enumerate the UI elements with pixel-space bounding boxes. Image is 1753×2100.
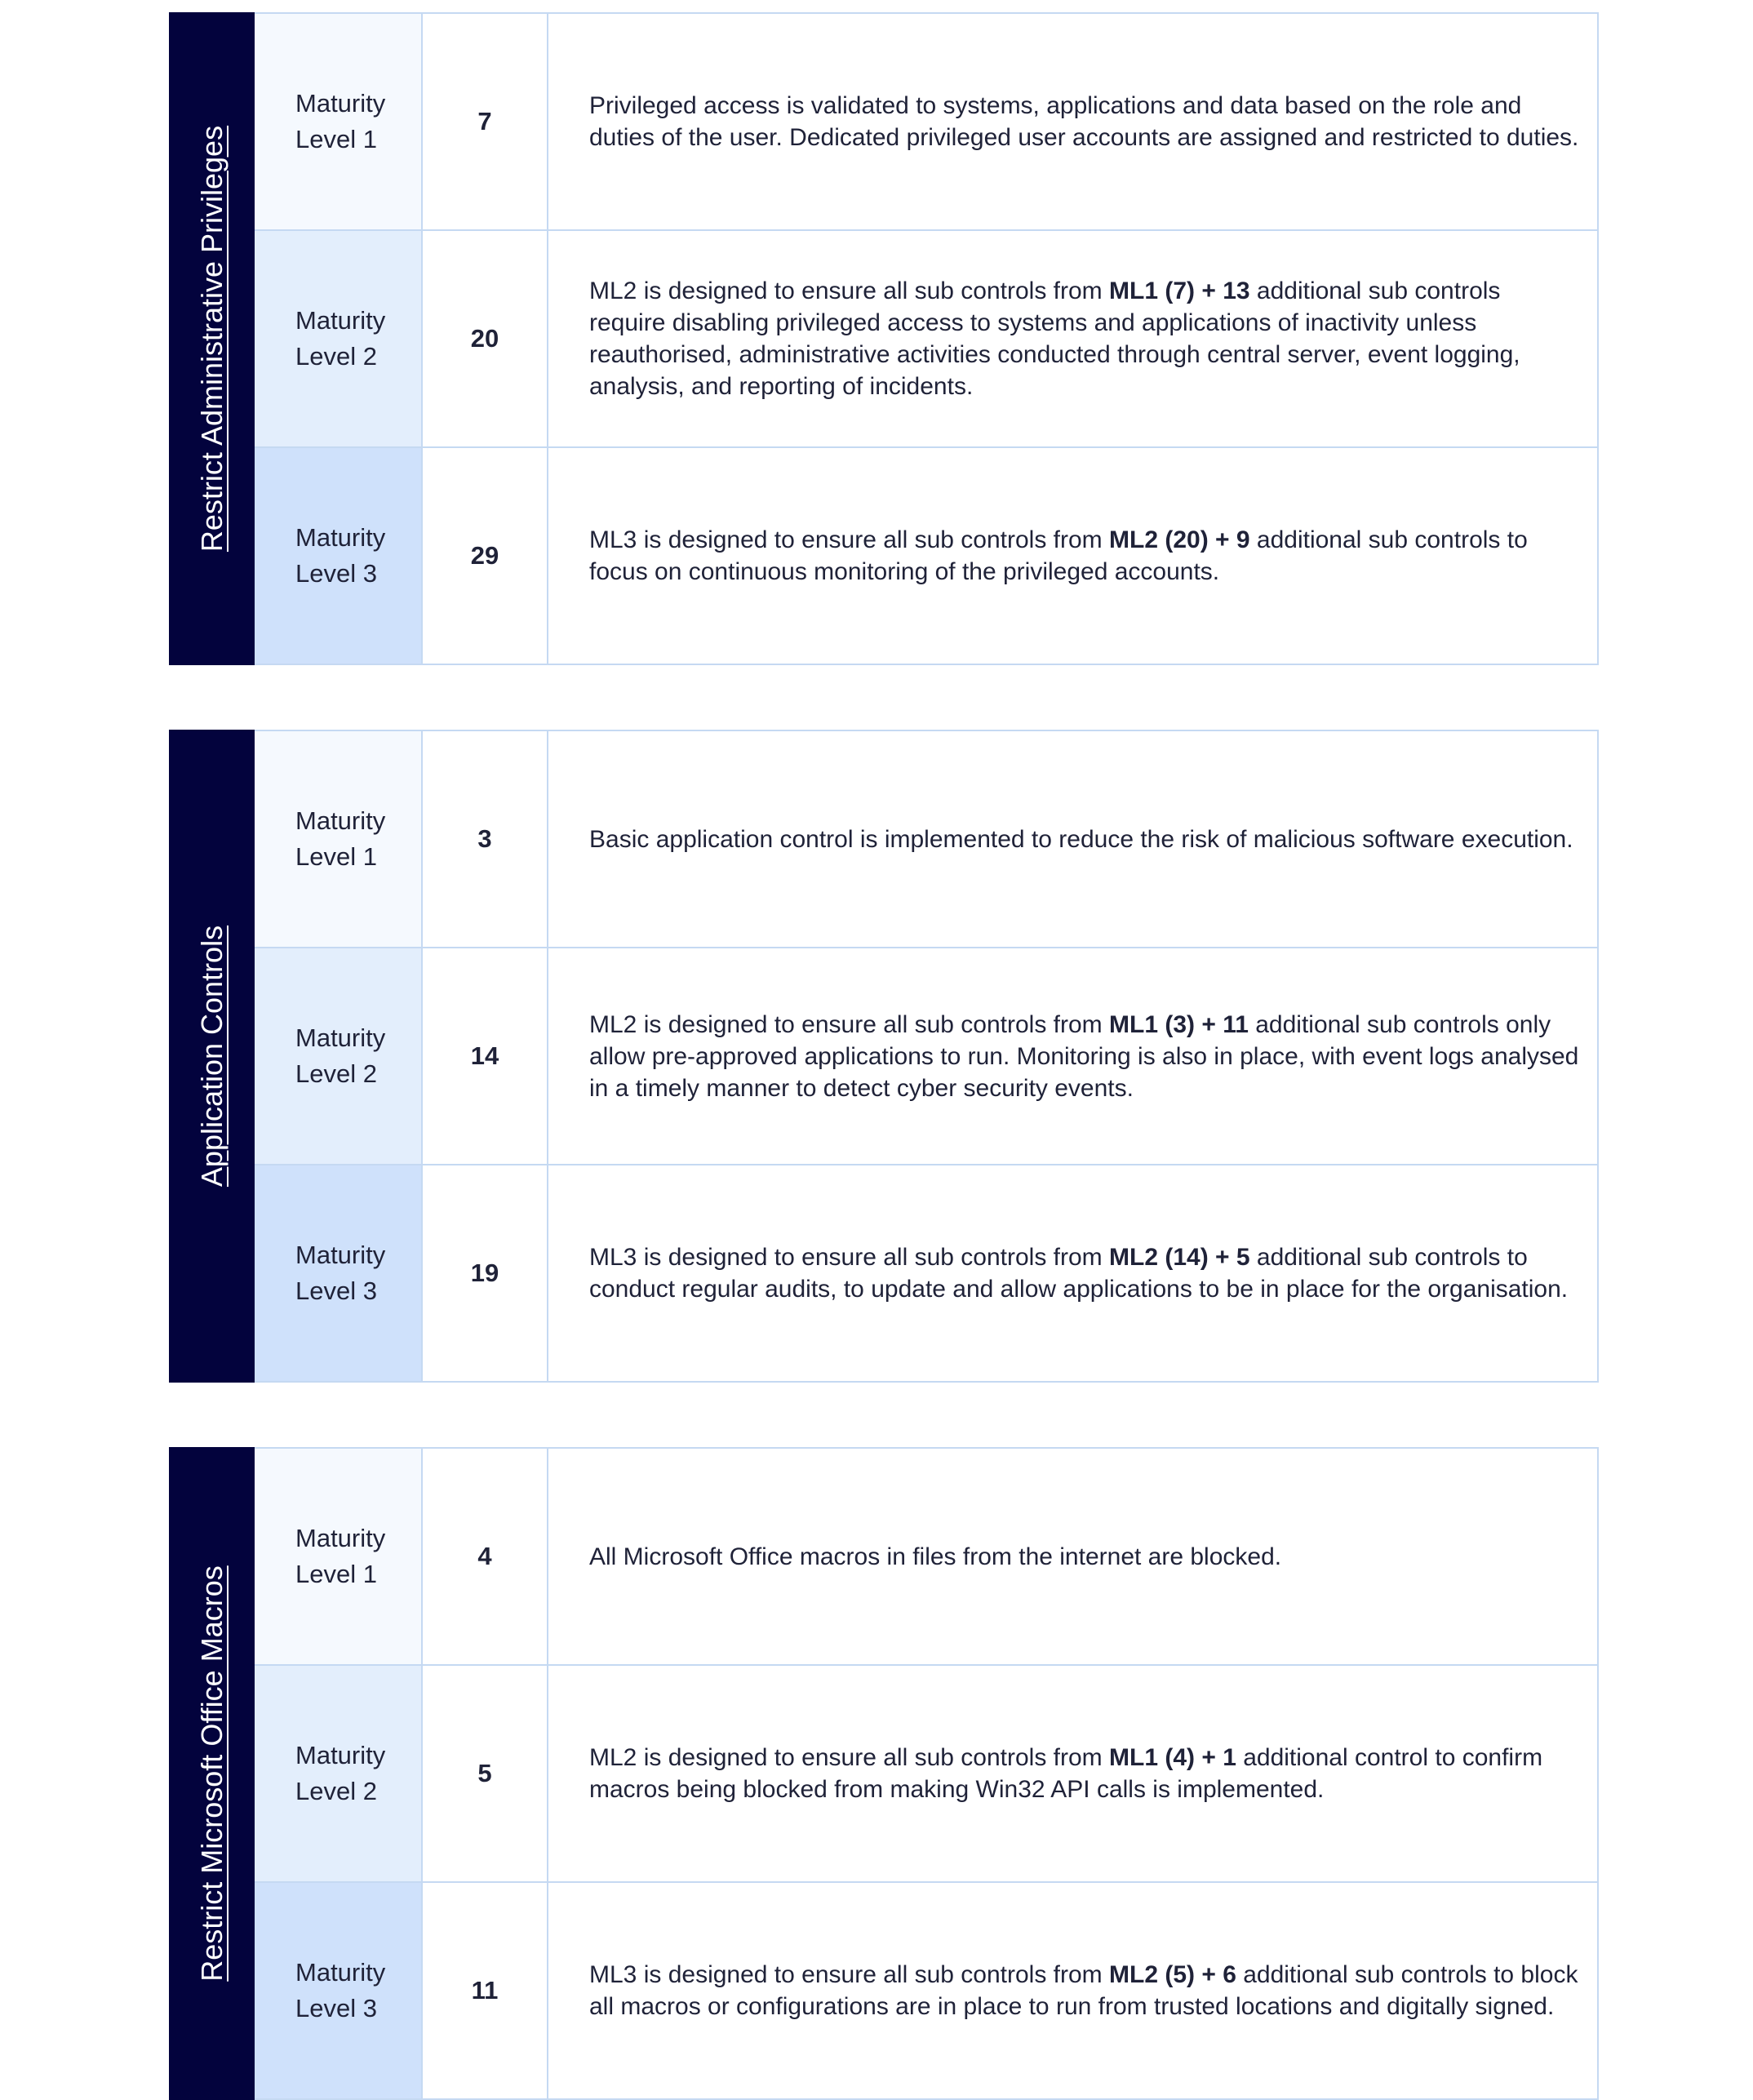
description-cell bbox=[548, 1666, 1597, 1881]
control-count: 3 bbox=[423, 731, 548, 947]
description-post: additional sub controls require disabling privileged access to systems and applications of inactivity unless reauthorised, administrative activities conducted through central server, event logging, analysis, and reporting of incidents. bbox=[589, 277, 1520, 400]
section-table bbox=[255, 1447, 1599, 2100]
description-pre: ML3 is designed to ensure all sub controls from bbox=[589, 1961, 1109, 1988]
description-pre: ML2 is designed to ensure all sub controls from bbox=[589, 277, 1109, 304]
description-bold: ML1 (3) + 11 bbox=[1109, 1010, 1249, 1038]
description-pre: ML2 is designed to ensure all sub controls from bbox=[589, 1744, 1109, 1771]
table-row bbox=[255, 231, 1597, 448]
description-cell bbox=[548, 1165, 1597, 1381]
control-count: 5 bbox=[423, 1666, 548, 1881]
section-application-controls bbox=[169, 730, 1599, 1383]
description-bold: ML2 (14) + 5 bbox=[1109, 1244, 1250, 1271]
description-text bbox=[589, 90, 1581, 153]
table-row bbox=[255, 448, 1597, 664]
section-side-bar bbox=[169, 730, 255, 1383]
section-title: Restrict Administrative Privileges bbox=[194, 125, 229, 553]
maturity-level-label: Maturity Level 1 bbox=[295, 89, 386, 153]
description-post: additional sub controls to block all macros or configurations are in place to run from trusted locations and digitally signed. bbox=[589, 1961, 1578, 2020]
section-title: Application Controls bbox=[194, 925, 229, 1188]
maturity-level-cell bbox=[255, 1883, 423, 2098]
control-count: 14 bbox=[423, 948, 548, 1164]
table-row bbox=[255, 1883, 1597, 2098]
description-bold: ML2 (5) + 6 bbox=[1109, 1961, 1236, 1988]
description-pre: Privileged access is validated to systems, applications and data based on the role and duties of the user. Dedicated privileged user accounts are assigned and restricted to duties. bbox=[589, 92, 1579, 151]
section-table bbox=[255, 12, 1599, 665]
control-count: 4 bbox=[423, 1449, 548, 1664]
table-row bbox=[255, 1165, 1597, 1381]
maturity-level-label: Maturity Level 2 bbox=[295, 1741, 386, 1805]
description-text bbox=[589, 1241, 1581, 1305]
description-text bbox=[589, 275, 1581, 402]
description-pre: Basic application control is implemented to reduce the risk of malicious software execution. bbox=[589, 825, 1573, 853]
maturity-level-cell bbox=[255, 1666, 423, 1881]
maturity-level-label: Maturity Level 2 bbox=[295, 1023, 386, 1088]
maturity-level-label: Maturity Level 1 bbox=[295, 1524, 386, 1588]
maturity-level-label: Maturity Level 3 bbox=[295, 1241, 386, 1305]
description-bold: ML1 (7) + 13 bbox=[1109, 277, 1250, 304]
description-text bbox=[589, 1742, 1581, 1805]
description-bold: ML2 (20) + 9 bbox=[1109, 526, 1250, 553]
description-pre: ML3 is designed to ensure all sub controls from bbox=[589, 1244, 1109, 1271]
description-text bbox=[589, 524, 1581, 588]
description-post: additional sub controls to conduct regular audits, to update and allow applications to be in place for the organisation. bbox=[589, 1244, 1569, 1303]
table-row bbox=[255, 14, 1597, 231]
control-count: 7 bbox=[423, 14, 548, 229]
maturity-level-cell bbox=[255, 448, 423, 664]
control-count: 11 bbox=[423, 1883, 548, 2098]
maturity-level-cell bbox=[255, 731, 423, 947]
maturity-level-cell bbox=[255, 14, 423, 229]
description-text bbox=[589, 1541, 1281, 1573]
maturity-level-label: Maturity Level 3 bbox=[295, 523, 386, 588]
description-pre: All Microsoft Office macros in files from the internet are blocked. bbox=[589, 1543, 1282, 1570]
maturity-level-label: Maturity Level 3 bbox=[295, 1958, 386, 2022]
section-side-bar bbox=[169, 1447, 255, 2100]
maturity-level-cell bbox=[255, 1449, 423, 1664]
description-text bbox=[589, 1009, 1581, 1104]
control-count: 20 bbox=[423, 231, 548, 446]
description-text bbox=[589, 1959, 1581, 2022]
description-cell bbox=[548, 1883, 1597, 2098]
description-cell bbox=[548, 948, 1597, 1164]
table-row bbox=[255, 948, 1597, 1165]
description-post: additional sub controls only allow pre-approved applications to run. Monitoring is also in place, with event logs analysed in a timely manner to detect cyber security events. bbox=[589, 1010, 1579, 1102]
description-post: additional sub controls to focus on continuous monitoring of the privileged accounts. bbox=[589, 526, 1528, 585]
description-text bbox=[589, 824, 1573, 855]
description-cell bbox=[548, 731, 1597, 947]
maturity-level-label: Maturity Level 2 bbox=[295, 306, 386, 371]
table-row bbox=[255, 1666, 1597, 1883]
section-table bbox=[255, 730, 1599, 1383]
section-side-bar bbox=[169, 12, 255, 665]
maturity-level-cell bbox=[255, 231, 423, 446]
maturity-level-cell bbox=[255, 1165, 423, 1381]
description-pre: ML2 is designed to ensure all sub controls from bbox=[589, 1010, 1109, 1038]
control-count: 29 bbox=[423, 448, 548, 664]
description-cell bbox=[548, 448, 1597, 664]
maturity-level-cell bbox=[255, 948, 423, 1164]
description-bold: ML1 (4) + 1 bbox=[1109, 1744, 1236, 1771]
description-pre: ML3 is designed to ensure all sub controls from bbox=[589, 526, 1109, 553]
section-restrict-office-macros bbox=[169, 1447, 1599, 2100]
control-count: 19 bbox=[423, 1165, 548, 1381]
description-cell bbox=[548, 14, 1597, 229]
table-row bbox=[255, 731, 1597, 948]
maturity-level-label: Maturity Level 1 bbox=[295, 806, 386, 871]
description-post: additional control to confirm macros being blocked from making Win32 API calls is implemented. bbox=[589, 1744, 1543, 1803]
description-cell bbox=[548, 231, 1597, 446]
section-title: Restrict Microsoft Office Macros bbox=[194, 1565, 229, 1982]
table-row bbox=[255, 1449, 1597, 1666]
description-cell bbox=[548, 1449, 1597, 1664]
section-restrict-admin-privileges bbox=[169, 12, 1599, 665]
